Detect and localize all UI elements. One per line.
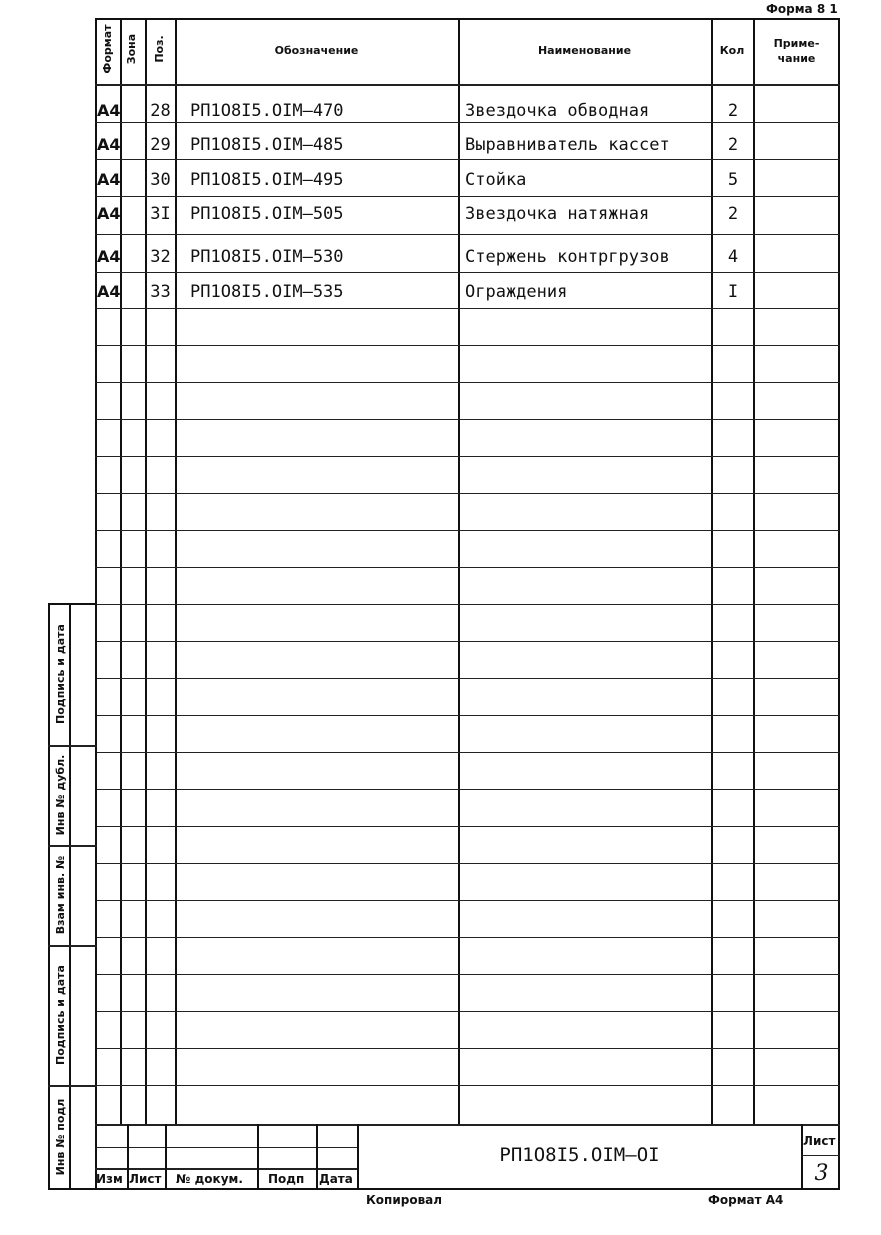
table-row-line: [95, 1011, 840, 1012]
title-data-label: Дата: [319, 1172, 353, 1186]
row-4-qty: 2: [727, 204, 739, 224]
title-col-podp: [316, 1124, 318, 1190]
row-3-format: А4: [97, 170, 121, 189]
row-1-designation: РП1О8I5.ОIМ–470: [190, 101, 344, 121]
col-line-designation: [175, 18, 177, 1124]
header-separator: [95, 84, 840, 86]
table-row-line: [95, 641, 840, 642]
side-label-sign-date-top: Подпись и дата: [54, 624, 67, 724]
header-pos: Поз.: [153, 35, 166, 63]
header-zone: Зона: [125, 33, 138, 65]
footer-format: Формат А4: [708, 1193, 784, 1207]
table-row-line: [95, 678, 840, 679]
table-row-line: [95, 826, 840, 827]
header-qty: Кол: [719, 44, 745, 57]
table-row-line: [95, 715, 840, 716]
row-1-name: Звездочка обводная: [465, 101, 650, 121]
col-line-name: [458, 18, 460, 1124]
title-sheet-sep: [801, 1155, 840, 1156]
table-row-line: [95, 234, 840, 235]
row-2-format: А4: [97, 135, 121, 154]
table-row-line: [95, 345, 840, 346]
row-5-designation: РП1О8I5.ОIМ–530: [190, 247, 344, 267]
table-row-line: [95, 308, 840, 309]
side-label-vzam-inv: Взам инв. №: [54, 855, 67, 935]
header-note: Приме- чание: [773, 37, 820, 65]
row-3-pos: 30: [150, 170, 171, 190]
table-row-line: [95, 567, 840, 568]
row-3-designation: РП1О8I5.ОIМ–495: [190, 170, 344, 190]
row-2-designation: РП1О8I5.ОIМ–485: [190, 135, 344, 155]
title-doc-label: № докум.: [176, 1172, 243, 1186]
table-row-line: [95, 604, 840, 605]
side-stamp-divider: [69, 603, 71, 1190]
side-label-sign-date-bottom: Подпись и дата: [54, 965, 67, 1065]
title-col-doc: [257, 1124, 259, 1190]
title-podp-label: Подп: [268, 1172, 305, 1186]
table-row-line: [95, 493, 840, 494]
table-row-line: [95, 900, 840, 901]
table-row-line: [95, 122, 840, 123]
title-list-label: Лист: [129, 1172, 162, 1186]
row-1-qty: 2: [727, 101, 739, 121]
table-row-line: [95, 1085, 840, 1086]
table-row-line: [95, 789, 840, 790]
row-6-pos: 33: [150, 282, 171, 302]
row-4-designation: РП1О8I5.ОIМ–505: [190, 204, 344, 224]
title-izm-label: Изм: [96, 1172, 123, 1186]
row-2-name: Выравниватель кассет: [465, 135, 670, 155]
table-row-line: [95, 456, 840, 457]
title-designation: РП1О8I5.ОIМ–ОI: [499, 1144, 660, 1166]
row-5-name: Стержень контргрузов: [465, 247, 670, 267]
row-6-format: А4: [97, 282, 121, 301]
row-2-qty: 2: [727, 135, 739, 155]
header-format: Формат: [101, 24, 114, 74]
row-1-format: А4: [97, 101, 121, 120]
row-5-pos: 32: [150, 247, 171, 267]
table-row-line: [95, 974, 840, 975]
row-6-designation: РП1О8I5.ОIМ–535: [190, 282, 344, 302]
side-label-inv-podl: Инв № подл: [54, 1098, 67, 1176]
footer-copied: Копировал: [366, 1193, 443, 1207]
table-row-line: [95, 272, 840, 273]
table-row-line: [95, 419, 840, 420]
header-designation: Обозначение: [274, 44, 359, 57]
row-3-qty: 5: [727, 170, 739, 190]
table-row-line: [95, 530, 840, 531]
table-row-line: [95, 937, 840, 938]
table-row-line: [95, 752, 840, 753]
row-1-pos: 28: [150, 101, 171, 121]
title-col-list: [165, 1124, 167, 1190]
table-row-line: [95, 1048, 840, 1049]
row-6-name: Ограждения: [465, 282, 568, 302]
row-5-qty: 4: [727, 247, 739, 267]
table-row-line: [95, 382, 840, 383]
header-name: Наименование: [537, 44, 632, 57]
title-sheet-number: 3: [814, 1161, 829, 1186]
row-4-format: А4: [97, 204, 121, 223]
side-label-inv-dubl: Инв № дубл.: [54, 754, 67, 836]
title-sheet-label: Лист: [803, 1134, 836, 1148]
title-block-top: [95, 1124, 840, 1126]
table-row-line: [95, 159, 840, 160]
row-3-name: Стойка: [465, 170, 527, 190]
table-row-line: [95, 863, 840, 864]
row-4-name: Звездочка натяжная: [465, 204, 650, 224]
row-4-pos: 3I: [150, 204, 171, 224]
form-label: Форма 8 1: [766, 2, 838, 16]
row-2-pos: 29: [150, 135, 171, 155]
row-5-format: А4: [97, 247, 121, 266]
table-row-line: [95, 196, 840, 197]
row-6-qty: I: [727, 282, 739, 302]
